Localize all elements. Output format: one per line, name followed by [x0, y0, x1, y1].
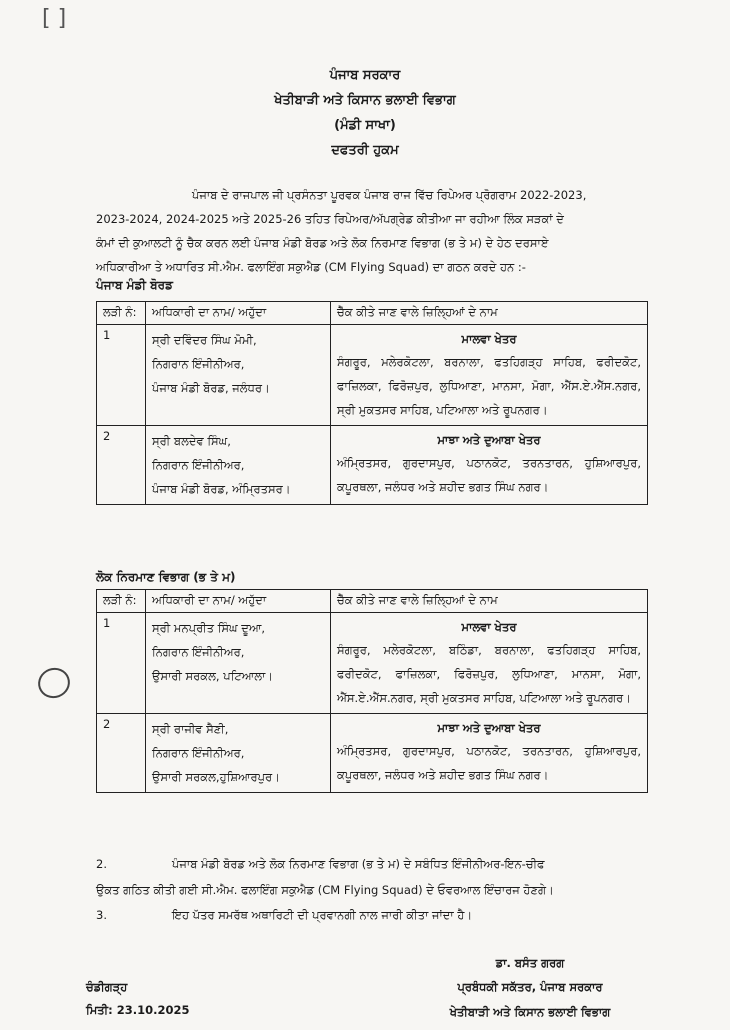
order-title: ਦਫਤਰੀ ਹੁਕਮ — [331, 143, 399, 158]
mandi-board-table — [96, 301, 648, 505]
intro-line: ਅਧਿਕਾਰੀਆ ਤੇ ਅਧਾਰਿਤ ਸੀ.ਐਮ. ਫਲਾਇੰਗ ਸਕੁਐਡ (CM Flying Squad) ਦਾ ਗਠਨ ਕਰਦੇ ਹਨ :- — [96, 260, 526, 274]
place: ਚੰਡੀਗੜ੍ਹ — [86, 980, 128, 994]
section-title-pwd: ਲੋਕ ਨਿਰਮਾਣ ਵਿਭਾਗ (ਭ ਤੇ ਮ) — [96, 570, 236, 584]
officer-name: ਸ੍ਰੀ ਮਨਪ੍ਰੀਤ ਸਿੰਘ ਦੂਆ, — [152, 621, 266, 635]
intro-line: ਕੰਮਾਂ ਦੀ ਕੁਆਲਟੀ ਨੂੰ ਚੈਕ ਕਰਨ ਲਈ ਪੰਜਾਬ ਮੰਡੀ ਬੋਰਡ ਅਤੇ ਲੋਕ ਨਿਰਮਾਣ ਵਿਭਾਗ (ਭ ਤੇ ਮ) ਦੇ ਹੇਠ ਦਰਸਾਏ — [96, 236, 549, 250]
district-list: ਅੰਮ੍ਰਿਤਸਰ, ਗੁਰਦਾਸਪੁਰ, ਪਠਾਨਕੋਟ, ਤਰਨਤਾਰਨ, ਹੁਸ਼ਿਆਰਪੁਰ, ਕਪੂਰਥਲਾ, ਜਲੰਧਰ ਅਤੇ ਸ਼ਹੀਦ ਭਗਤ ਸਿੰਘ ਨਗਰ। — [337, 744, 641, 782]
officer-cell — [146, 714, 331, 793]
header-serial: ਲੜੀ ਨੰ: — [97, 302, 146, 325]
officer-office: ਪੰਜਾਬ ਮੰਡੀ ਬੋਰਡ, ਜਲੰਧਰ। — [152, 381, 270, 395]
officer-cell — [146, 325, 331, 426]
signatory-designation: ਪ੍ਰਬੰਧਕੀ ਸਕੱਤਰ, ਪੰਜਾਬ ਸਰਕਾਰ — [457, 980, 603, 994]
header-districts: ਚੈੱਕ ਕੀਤੇ ਜਾਣ ਵਾਲੇ ਜ਼ਿਲ੍ਹਿਆਂ ਦੇ ਨਾਮ — [331, 590, 648, 613]
region-name: ਮਾਲਵਾ ਖੇਤਰ — [461, 332, 517, 346]
officer-office: ਉਸਾਰੀ ਸਰਕਲ, ਪਟਿਆਲਾ। — [152, 669, 274, 683]
para-2-line-2: ਉਕਤ ਗਠਿਤ ਕੀਤੀ ਗਈ ਸੀ.ਐਮ. ਫਲਾਇੰਗ ਸਕੁਐਡ (CM Flying Squad) ਦੇ ਓਵਰਆਲ ਇੰਚਾਰਜ ਹੋਣਗੇ। — [96, 883, 554, 897]
department-title: ਖੇਤੀਬਾੜੀ ਅਤੇ ਕਿਸਾਨ ਭਲਾਈ ਵਿਭਾਗ — [274, 93, 456, 108]
issue-date: ਮਿਤੀ: 23.10.2025 — [86, 1003, 190, 1017]
para-3-text: ਇਹ ਪੱਤਰ ਸਮਰੱਥ ਅਥਾਰਿਟੀ ਦੀ ਪ੍ਰਵਾਨਗੀ ਨਾਲ ਜਾਰੀ ਕੀਤਾ ਜਾਂਦਾ ਹੈ। — [172, 908, 473, 922]
officer-cell — [146, 426, 331, 505]
officer-cell — [146, 613, 331, 714]
officer-designation: ਨਿਗਰਾਨ ਇੰਜੀਨੀਅਰ, — [152, 746, 245, 760]
districts-cell — [331, 613, 648, 714]
header-serial: ਲੜੀ ਨੰ: — [97, 590, 146, 613]
district-list: ਅੰਮ੍ਰਿਤਸਰ, ਗੁਰਦਾਸਪੁਰ, ਪਠਾਨਕੋਟ, ਤਰਨਤਾਰਨ, ਹੁਸ਼ਿਆਰਪੁਰ, ਕਪੂਰਥਲਾ, ਜਲੰਧਰ ਅਤੇ ਸ਼ਹੀਦ ਭਗਤ ਸਿੰਘ ਨਗਰ। — [337, 456, 641, 494]
header-officer: ਅਧਿਕਾਰੀ ਦਾ ਨਾਮ/ ਅਹੁੱਦਾ — [146, 302, 331, 325]
handwritten-margin-mark — [34, 663, 74, 702]
table-header-row — [97, 590, 648, 613]
govt-title: ਪੰਜਾਬ ਸਰਕਾਰ — [329, 68, 401, 83]
district-list: ਸੰਗਰੂਰ, ਮਲੇਰਕੋਟਲਾ, ਬਰਨਾਲਾ, ਫਤਹਿਗੜ੍ਹ ਸਾਹਿਬ, ਫਰੀਦਕੋਟ, ਫਾਜ਼ਿਲਕਾ, ਫਿਰੋਜ਼ਪੁਰ, ਲੁਧਿਆਣਾ, ਮਾਨਸਾ, ਮੋਗਾ, ਐੱਸ.ਏ.ਐੱਸ.ਨਗਰ, ਸ੍ਰੀ ਮੁਕਤਸਰ ਸਾਹਿਬ, ਪਟਿਆਲਾ ਅਤੇ ਰੂਪਨਗਰ। — [337, 355, 641, 417]
region-name: ਮਾਝਾ ਅਤੇ ਦੁਆਬਾ ਖੇਤਰ — [437, 721, 541, 735]
serial-cell: 2 — [97, 714, 146, 793]
table-header-row — [97, 302, 648, 325]
signatory-name: ਡਾ. ਬਸੰਤ ਗਰਗ — [495, 956, 565, 970]
table-row — [97, 613, 648, 714]
intro-paragraph — [96, 183, 644, 279]
region-name: ਮਾਲਵਾ ਖੇਤਰ — [461, 620, 517, 634]
para-2-number: 2. — [96, 857, 107, 871]
pwd-table — [96, 589, 648, 793]
header-officer: ਅਧਿਕਾਰੀ ਦਾ ਨਾਮ/ ਅਹੁੱਦਾ — [146, 590, 331, 613]
para-3-number: 3. — [96, 908, 107, 922]
district-list: ਸੰਗਰੂਰ, ਮਲੇਰਕੋਟਲਾ, ਬਠਿੰਡਾ, ਬਰਨਾਲਾ, ਫਤਹਿਗੜ੍ਹ ਸਾਹਿਬ, ਫਰੀਦਕੋਟ, ਫਾਜ਼ਿਲਕਾ, ਫਿਰੋਜ਼ਪੁਰ, ਲੁਧਿਆਣਾ, ਮਾਨਸਾ, ਮੋਗਾ, ਐੱਸ.ਏ.ਐੱਸ.ਨਗਰ, ਸ੍ਰੀ ਮੁਕਤਸਰ ਸਾਹਿਬ, ਪਟਿਆਲਾ ਅਤੇ ਰੂਪਨਗਰ। — [337, 643, 641, 705]
serial-cell: 1 — [97, 613, 146, 714]
header-districts: ਚੈੱਕ ਕੀਤੇ ਜਾਣ ਵਾਲੇ ਜ਼ਿਲ੍ਹਿਆਂ ਦੇ ਨਾਮ — [331, 302, 648, 325]
districts-cell — [331, 426, 648, 505]
officer-designation: ਨਿਗਰਾਨ ਇੰਜੀਨੀਅਰ, — [152, 645, 245, 659]
districts-cell — [331, 325, 648, 426]
serial-cell: 2 — [97, 426, 146, 505]
signatory-department: ਖੇਤੀਬਾੜੀ ਅਤੇ ਕਿਸਾਨ ਭਲਾਈ ਵਿਭਾਗ — [449, 1005, 611, 1019]
officer-name: ਸ੍ਰੀ ਰਾਜੀਵ ਸੈਣੀ, — [152, 722, 229, 736]
officer-office: ਉਸਾਰੀ ਸਰਕਲ,ਹੁਸ਼ਿਆਰਪੁਰ। — [152, 770, 280, 784]
officer-office: ਪੰਜਾਬ ਮੰਡੀ ਬੋਰਡ, ਅੰਮ੍ਰਿਤਸਰ। — [152, 482, 291, 496]
districts-cell — [331, 714, 648, 793]
branch-title: (ਮੰਡੀ ਸਾਖਾ) — [334, 118, 396, 133]
para-2-line-1: ਪੰਜਾਬ ਮੰਡੀ ਬੋਰਡ ਅਤੇ ਲੋਕ ਨਿਰਮਾਣ ਵਿਭਾਗ (ਭ ਤੇ ਮ) ਦੇ ਸਬੰਧਿਤ ਇੰਜੀਨੀਅਰ-ਇਨ-ਚੀਫ — [172, 857, 545, 871]
officer-designation: ਨਿਗਰਾਨ ਇੰਜੀਨੀਅਰ, — [152, 357, 245, 371]
region-name: ਮਾਝਾ ਅਤੇ ਦੁਆਬਾ ਖੇਤਰ — [437, 433, 541, 447]
serial-cell: 1 — [97, 325, 146, 426]
corner-bracket-mark: [ ] — [42, 6, 67, 31]
officer-designation: ਨਿਗਰਾਨ ਇੰਜੀਨੀਅਰ, — [152, 458, 245, 472]
table-row — [97, 426, 648, 505]
intro-line: ਪੰਜਾਬ ਦੇ ਰਾਜਪਾਲ ਜੀ ਪ੍ਰਸੰਨਤਾ ਪੂਰਵਕ ਪੰਜਾਬ ਰਾਜ ਵਿੱਚ ਰਿਪੇਅਰ ਪ੍ਰੋਗਰਾਮ 2022-2023, — [192, 188, 587, 202]
table-row — [97, 325, 648, 426]
section-title-mandi-board: ਪੰਜਾਬ ਮੰਡੀ ਬੋਰਡ — [96, 278, 173, 292]
intro-line: 2023-2024, 2024-2025 ਅਤੇ 2025-26 ਤਹਿਤ ਰਿਪੇਅਰ/ਅੱਪਗ੍ਰੇਡ ਕੀਤੀਆ ਜਾ ਰਹੀਆ ਲਿੰਕ ਸੜਕਾਂ ਦੇ — [96, 212, 564, 226]
table-row — [97, 714, 648, 793]
officer-name: ਸ੍ਰੀ ਬਲਦੇਵ ਸਿੰਘ, — [152, 434, 231, 448]
officer-name: ਸ੍ਰੀ ਦਵਿੰਦਰ ਸਿੰਘ ਮੋਮੀ, — [152, 333, 257, 347]
